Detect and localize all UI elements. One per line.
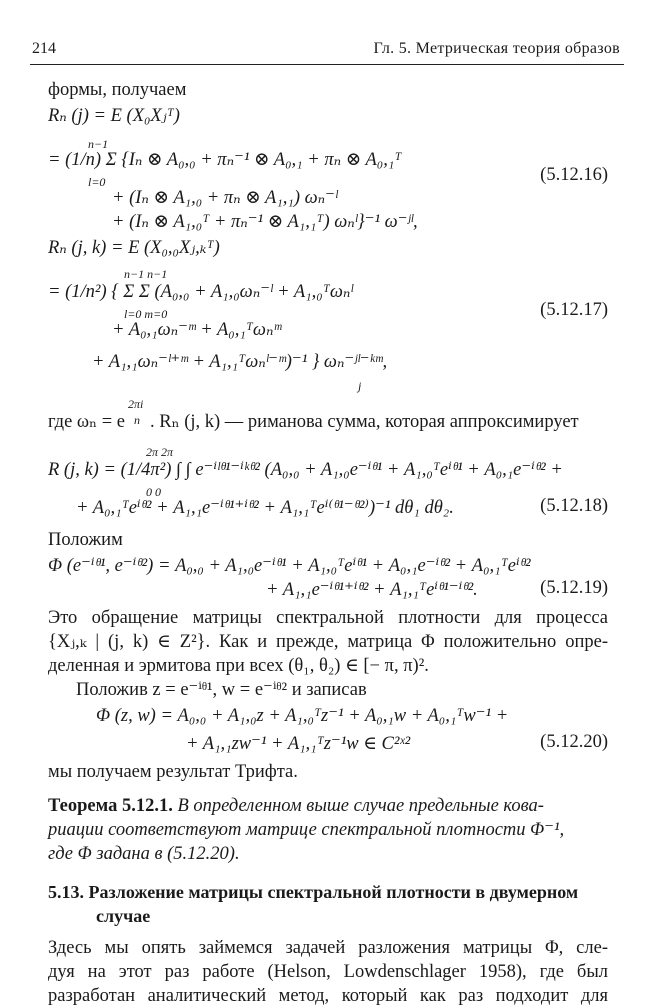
formula-rn-j: Rₙ (j) = E (X₀Xⱼᵀ) (48, 106, 180, 126)
sum-upper-limit: n−1 (88, 137, 109, 151)
formula-line: + (Iₙ ⊗ A₁,₀ + πₙ ⊗ A₁,₁) ωₙ⁻ˡ (112, 188, 338, 208)
integral-upper-limits: 2π 2π (146, 445, 174, 459)
text-line: Положив z = e⁻ⁱᶿ¹, w = e⁻ⁱᶿ² и записав (76, 680, 367, 700)
equation-number: (5.12.20) (540, 732, 608, 752)
text-line: где ωₙ = e (48, 412, 125, 432)
text-line: {Xⱼ,ₖ | (j, k) ∈ Z²}. Как и прежде, матрица Φ положительно опре- (48, 632, 608, 652)
formula-line: + A₀,₁ᵀeⁱᶿ² + A₁,₁e⁻ⁱᶿ¹⁺ⁱᶿ² + A₁,₁ᵀeⁱ⁽ᶿ¹⁻ᶿ²⁾)⁻¹ dθ₁ dθ₂. (76, 498, 454, 518)
text-line: Положим (48, 530, 123, 550)
formula-line: + (Iₙ ⊗ A₁,₀ᵀ + πₙ⁻¹ ⊗ A₁,₁ᵀ) ωₙˡ}⁻¹ ω⁻ʲˡ, (112, 212, 418, 232)
formula-rn-jk: Rₙ (j, k) = E (X₀,₀Xⱼ,ₖᵀ) (48, 238, 220, 258)
sum-upper-limits: n−1 n−1 (124, 267, 168, 281)
formula-line: = (1/n²) { Σ Σ (A₀,₀ + A₁,₀ωₙ⁻ˡ + A₁,₀ᵀωₙˡ (48, 282, 353, 302)
text-line: мы получаем результат Трифта. (48, 762, 298, 782)
text-line: деленная и эрмитова при всех (θ₁, θ₂) ∈ [− π, π)². (48, 656, 429, 676)
text-line: дуя на этот раз работе (Helson, Lowdenschlager 1958), где был (48, 962, 608, 982)
theorem-text: где Φ задана в (5.12.20). (48, 844, 240, 864)
equation-number: (5.12.18) (540, 496, 608, 516)
running-header (30, 40, 624, 65)
text-line: Здесь мы опять займемся задачей разложения матрицы Φ, сле- (48, 938, 608, 958)
formula-line: + A₁,₁e⁻ⁱᶿ¹⁺ⁱᶿ² + A₁,₁ᵀeⁱᶿ¹⁻ⁱᶿ². (266, 580, 478, 600)
equation-number: (5.12.17) (540, 300, 608, 320)
formula-line: + A₁,₁ωₙ⁻ˡ⁺ᵐ + A₁,₁ᵀωₙˡ⁻ᵐ)⁻¹ } ωₙ⁻ʲˡ⁻ᵏᵐ, (92, 352, 388, 372)
page-number: 214 (32, 40, 56, 57)
formula-line: Φ (z, w) = A₀,₀ + A₁,₀z + A₁,₀ᵀz⁻¹ + A₀,₁w + A₀,₁ᵀw⁻¹ + (96, 706, 509, 726)
formula-line: = (1/n) Σ {Iₙ ⊗ A₀,₀ + πₙ⁻¹ ⊗ A₀,₁ + πₙ ⊗ A₀,₁ᵀ (48, 150, 402, 170)
running-title: Гл. 5. Метрическая теория образов (373, 40, 620, 57)
section-heading: 5.13. Разложение матрицы спектральной плотности в двумерном (48, 882, 579, 902)
equation-number: (5.12.16) (540, 165, 608, 185)
text-line: . Rₙ (j, k) — риманова сумма, которая аппроксимирует (150, 412, 579, 432)
theorem-label: Теорема 5.12.1. (48, 796, 173, 816)
theorem-text: В определенном выше случае предельные кова- (177, 796, 544, 816)
formula-line: Φ (e⁻ⁱᶿ¹, e⁻ⁱᶿ²) = A₀,₀ + A₁,₀e⁻ⁱᶿ¹ + A₁,₀ᵀeⁱᶿ¹ + A₀,₁e⁻ⁱᶿ² + A₀,₁ᵀeⁱᶿ² (48, 556, 531, 576)
formula-line: R (j, k) = (1/4π²) ∫ ∫ e⁻ⁱˡᶿ¹⁻ⁱᵏᶿ² (A₀,₀ + A₁,₀e⁻ⁱᶿ¹ + A₁,₀ᵀeⁱᶿ¹ + A₀,₁e⁻ⁱᶿ² + (48, 460, 563, 480)
formula-line: + A₀,₁ωₙ⁻ᵐ + A₀,₁ᵀωₙᵐ (112, 320, 282, 340)
exponent-denominator: n (134, 413, 140, 427)
section-heading: случае (96, 906, 151, 926)
theorem-text: риации соответствуют матрице спектральной плотности Φ⁻¹, (48, 820, 565, 840)
text-line: Это обращение матрицы спектральной плотности для процесса (48, 608, 608, 628)
exponent-numerator: 2πi (128, 397, 144, 411)
brace-subscript: j (358, 379, 362, 393)
equation-number: (5.12.19) (540, 578, 608, 598)
sum-lower-limit: l=0 (88, 175, 106, 189)
sum-lower-limits: l=0 m=0 (124, 307, 168, 321)
formula-line: + A₁,₁zw⁻¹ + A₁,₁ᵀz⁻¹w ∈ C²ˣ² (186, 734, 411, 754)
theorem-first-line (48, 794, 544, 818)
text-line: разработан аналитический метод, который как раз подходит для (48, 986, 608, 1006)
integral-lower-limits: 0 0 (146, 485, 161, 499)
text-line: формы, получаем (48, 80, 187, 100)
